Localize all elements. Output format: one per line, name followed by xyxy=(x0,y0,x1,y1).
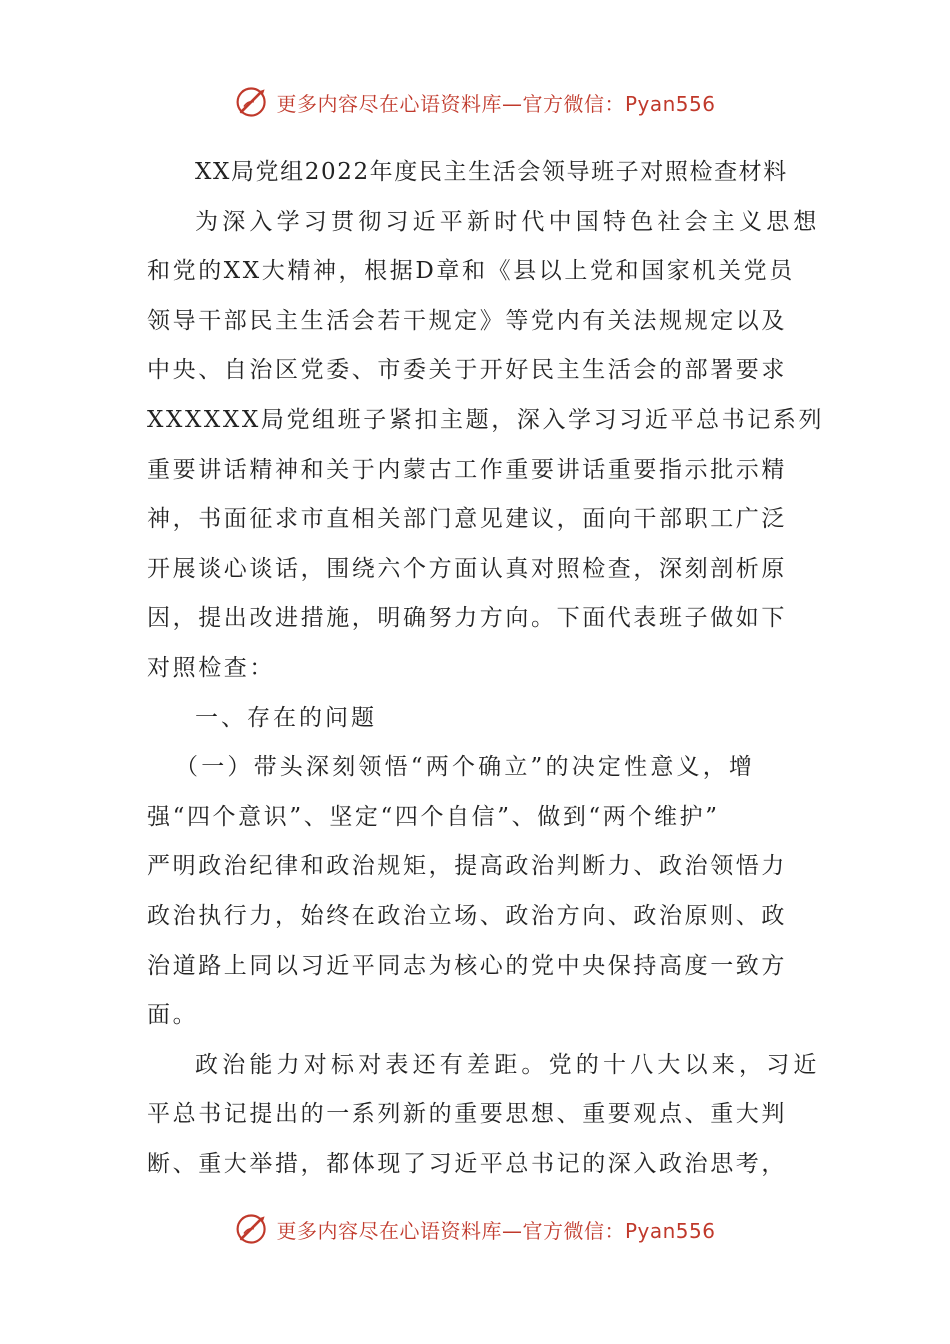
document-body xyxy=(147,148,825,1189)
paragraph-line: 和党的XX大精神，根据D章和《县以上党和国家机关党员 xyxy=(147,258,795,285)
paragraph-line: 重要讲话精神和关于内蒙古工作重要讲话重要指示批示精 xyxy=(147,456,787,483)
paragraph-line: 神，书面征求市直相关部门意见建议，面向干部职工广泛 xyxy=(147,506,787,533)
subsection-heading: （一）带头深刻领悟“两个确立”的决定性意义，增 xyxy=(175,754,756,781)
header-watermark xyxy=(0,82,950,122)
paragraph-line: 治道路上同以习近平同志为核心的党中央保持高度一致方 xyxy=(147,952,787,979)
paragraph-line: 强“四个意识”、坚定“四个自信”、做到“两个维护” xyxy=(147,803,720,830)
watermark-text: 更多内容尽在心语资料库—官方微信：Pyan556 xyxy=(276,1218,716,1243)
paragraph-line: 政治执行力，始终在政治立场、政治方向、政治原则、政 xyxy=(147,902,787,929)
paragraph-line: 平总书记提出的一系列新的重要思想、重要观点、重大判 xyxy=(147,1101,787,1128)
paragraph-line: 开展谈心谈话，围绕六个方面认真对照检查，深刻剖析原 xyxy=(147,555,787,582)
paragraph-line: 为深入学习贯彻习近平新时代中国特色社会主义思想 xyxy=(195,208,821,235)
paragraph-line: 领导干部民主生活会若干规定》等党内有关法规规定以及 xyxy=(147,307,787,334)
watermark-text: 更多内容尽在心语资料库—官方微信：Pyan556 xyxy=(276,91,716,116)
paragraph-line: XXXXXX局党组班子紧扣主题，深入学习习近平总书记系列 xyxy=(147,406,825,433)
footer-watermark xyxy=(0,1209,950,1249)
paragraph-line: 断、重大举措，都体现了习近平总书记的深入政治思考， xyxy=(147,1150,787,1177)
pen-logo-icon xyxy=(234,1211,270,1247)
section-heading: 一、存在的问题 xyxy=(195,704,377,731)
document-title: XX局党组2022年度民主生活会领导班子对照检查材料 xyxy=(195,159,788,185)
paragraph-line: 严明政治纪律和政治规矩，提高政治判断力、政治领悟力 xyxy=(147,853,787,880)
paragraph-line: 面。 xyxy=(147,1002,199,1029)
paragraph-line: 对照检查： xyxy=(147,654,275,681)
paragraph-line: 因，提出改进措施，明确努力方向。下面代表班子做如下 xyxy=(147,605,787,632)
pen-logo-icon xyxy=(234,84,270,120)
paragraph-line: 中央、自治区党委、市委关于开好民主生活会的部署要求 xyxy=(147,357,787,384)
paragraph-line: 政治能力对标对表还有差距。党的十八大以来，习近 xyxy=(195,1051,821,1078)
